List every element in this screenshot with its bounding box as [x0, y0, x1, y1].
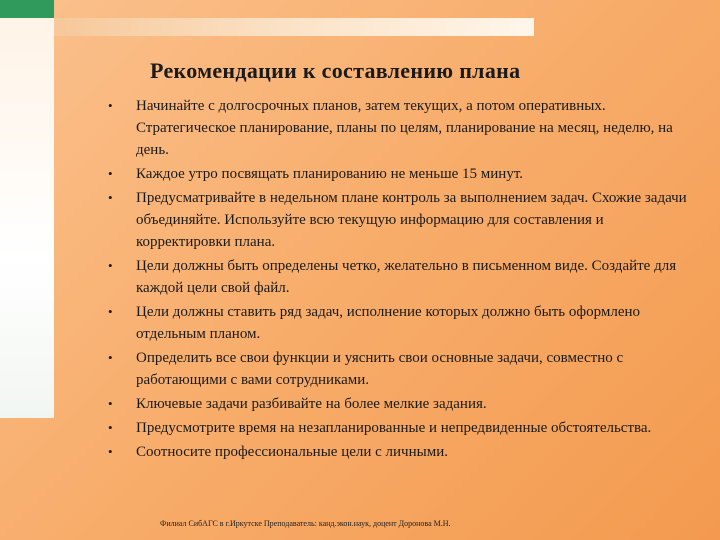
- list-item: [108, 441, 693, 463]
- bullet-icon: •: [108, 444, 113, 459]
- slide-footer: Филиал СибАГС в г.Иркутске Преподаватель: канд.экон.наук, доцент Доронова М.Н.: [160, 519, 451, 528]
- bullet-icon: •: [108, 420, 113, 435]
- list-item: [108, 393, 693, 415]
- list-item: [108, 163, 693, 185]
- recommendation-list: [108, 95, 693, 465]
- bullet-icon: •: [108, 166, 113, 181]
- slide-title: Рекомендации к составлению плана: [150, 58, 521, 83]
- bullet-icon: •: [108, 304, 113, 319]
- list-item-text: Цели должны ставить ряд задач, исполнение которых должно быть оформлено отдельным планом.: [136, 304, 641, 342]
- list-item-text: Начинайте с долгосрочных планов, затем текущих, а потом оперативных. Стратегическое планирование, планы по целям, планирование на месяц, неделю, на день.: [136, 98, 673, 158]
- list-item: [108, 255, 693, 299]
- green-accent-bar: [0, 0, 54, 18]
- list-item: [108, 417, 693, 439]
- bullet-icon: •: [108, 396, 113, 411]
- bullet-icon: •: [108, 350, 113, 365]
- top-decor-band: [54, 18, 534, 36]
- list-item: [108, 95, 693, 161]
- left-decor-panel: [0, 18, 54, 418]
- list-item-text: Цели должны быть определены четко, желательно в письменном виде. Создайте для каждой цели свой файл.: [136, 258, 677, 296]
- list-item-text: Ключевые задачи разбивайте на более мелкие задания.: [136, 396, 487, 412]
- list-item-text: Каждое утро посвящать планированию не меньше 15 минут.: [136, 166, 524, 182]
- list-item: [108, 347, 693, 391]
- bullet-icon: •: [108, 258, 113, 273]
- list-item-text: Предусматривайте в недельном плане контроль за выполнением задач. Схожие задачи объединяйте. Используйте всю текущую информацию для составления и корректировки плана.: [136, 190, 687, 250]
- list-item-text: Соотносите профессиональные цели с личными.: [136, 444, 448, 460]
- list-item-text: Предусмотрите время на незапланированные и непредвиденные обстоятельства.: [136, 420, 652, 436]
- list-item: [108, 187, 693, 253]
- list-item: [108, 301, 693, 345]
- bullet-icon: •: [108, 190, 113, 205]
- bullet-icon: •: [108, 98, 113, 113]
- list-item-text: Определить все свои функции и уяснить свои основные задачи, совместно с работающими с вами сотрудниками.: [136, 350, 624, 388]
